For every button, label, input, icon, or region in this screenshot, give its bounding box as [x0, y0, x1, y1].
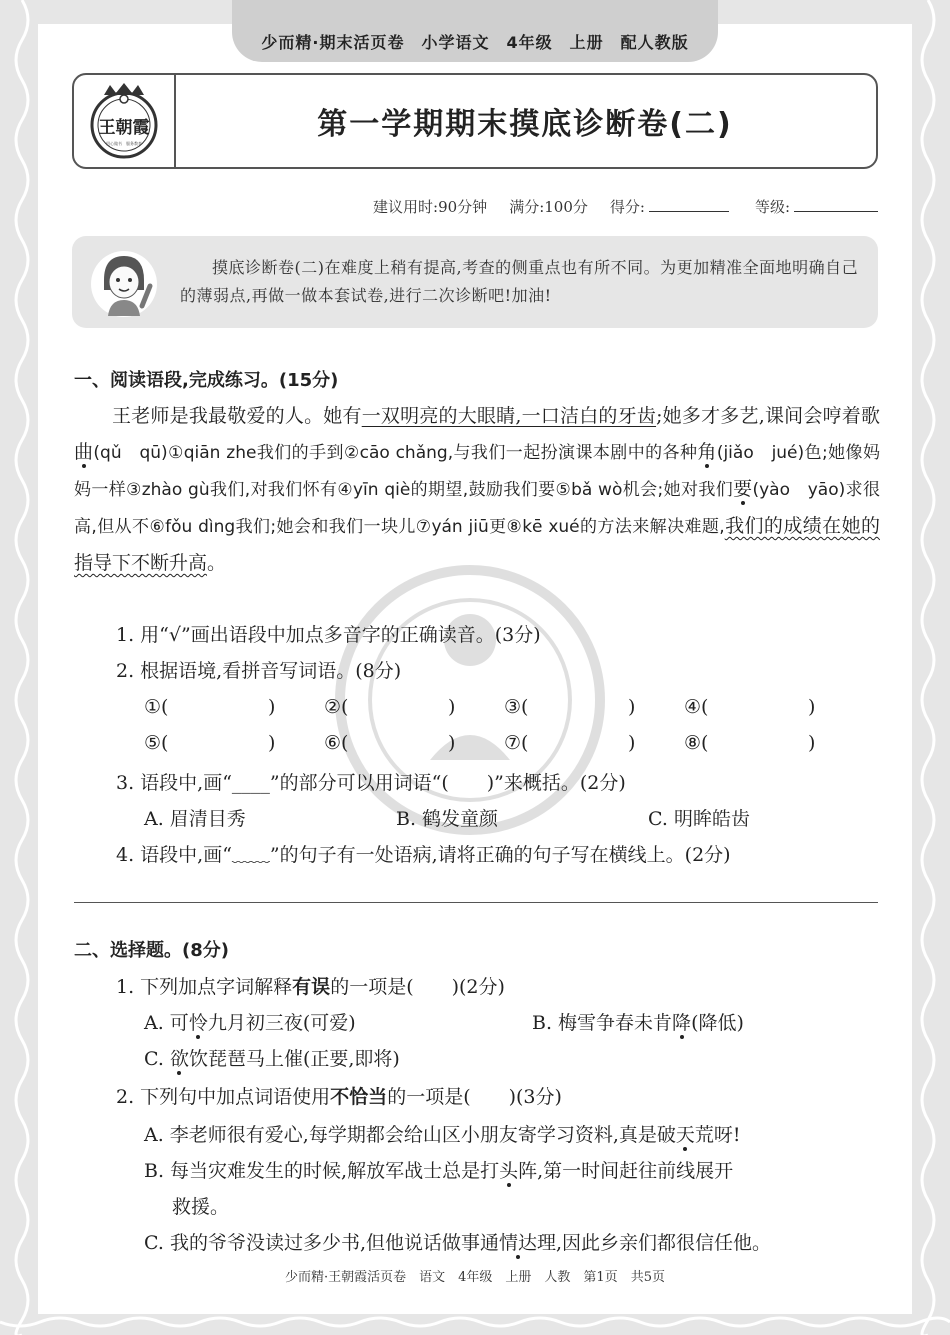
- logo-text: 王朝霞: [98, 118, 150, 138]
- option-text: ,第一时间赶往前线展开: [537, 1160, 734, 1182]
- answer-blank-5-close: ): [268, 732, 276, 754]
- option-text: B. 每当灾难发生的时候,解放军战士总是: [144, 1160, 481, 1182]
- question-2-2-option-c[interactable]: [144, 1228, 771, 1255]
- option-text: 呀!: [713, 1124, 741, 1146]
- question-2-1-option-c[interactable]: [144, 1044, 400, 1071]
- dotted-word: 降: [672, 1012, 692, 1034]
- answer-blank-7-close: ): [628, 732, 636, 754]
- score-label: 得分:: [609, 198, 645, 216]
- dotted-word: 破天荒: [656, 1124, 714, 1146]
- option-text: (降低): [691, 1012, 744, 1034]
- answer-blank-3-open[interactable]: ③(: [504, 696, 529, 718]
- dotted-word: 欲: [169, 1048, 189, 1070]
- passage-underlined-phrase: 一双明亮的大眼睛,一口洁白的牙齿: [361, 405, 657, 427]
- answer-blank-4-close: ): [808, 696, 816, 718]
- option-text: A. 可: [144, 1012, 189, 1034]
- question-2-2: [116, 1082, 562, 1109]
- answer-blank-8-close: ): [808, 732, 816, 754]
- question-2-2-option-b[interactable]: [144, 1156, 733, 1183]
- answer-blank-2-open[interactable]: ②(: [324, 696, 349, 718]
- answer-blank-1-close: ): [268, 696, 276, 718]
- question-1-4: 4. 语段中,画“﹏﹏”的句子有一处语病,请将正确的句子写在横线上。(2分): [116, 844, 731, 866]
- page-footer: 少而精·王朝霞活页卷 语文 4年级 上册 人教 第1页 共5页: [285, 1270, 665, 1285]
- passage-text: (qǔ qū)①qiān zhe我们的手到②cāo chǎng,与我们一起扮演课本剧中的各种: [93, 443, 698, 463]
- option-text: ,因此乡亲们都很信任他。: [556, 1232, 772, 1254]
- full-score: 满分:100分: [509, 198, 588, 216]
- section-1-title: 一、阅读语段,完成练习。(15分): [74, 370, 339, 391]
- answer-blank-1-open[interactable]: ①(: [144, 696, 169, 718]
- option-text: C.: [144, 1048, 170, 1070]
- dotted-polyphone: 曲: [74, 441, 94, 463]
- passage-text: 王老师是我最敬爱的人。她有: [112, 405, 362, 427]
- question-1-1: 1. 用“√”画出语段中加点多音字的正确读音。(3分): [116, 624, 541, 646]
- section-divider: [74, 902, 878, 903]
- question-text: 的一项是( )(3分): [387, 1086, 562, 1108]
- question-text: 的一项是( )(2分): [330, 976, 505, 998]
- dotted-polyphone: 角: [697, 441, 717, 463]
- question-2-1-option-b[interactable]: [532, 1008, 744, 1035]
- passage-text: (jiǎo jué)色;她像妈妈一样③zhào gù我们,对我们怀有④yīn qiè的期望,鼓励我们要⑤bǎ wò机会;她对我们: [74, 443, 880, 500]
- grade-label: 等级:: [754, 198, 790, 216]
- tip-text: 摸底诊断卷(二)在难度上稍有提高,考查的侧重点也有所不同。为更加精准全面地明确自己的薄弱点,再做一做本套试卷,进行二次诊断吧!加油!: [180, 258, 859, 305]
- dotted-polyphone: 要: [733, 478, 753, 500]
- answer-blank-6-close: ): [448, 732, 456, 754]
- dotted-word: 怜: [188, 1012, 208, 1034]
- score-blank[interactable]: [649, 197, 729, 212]
- question-2-2-option-b-cont: 救援。: [172, 1196, 230, 1218]
- option-text: 九月初三夜(可爱): [207, 1012, 356, 1034]
- logo-tagline: 用心做书 服务教育: [106, 141, 142, 146]
- girl-avatar-icon: [90, 246, 160, 318]
- section-2-title: 二、选择题。(8分): [74, 940, 229, 961]
- answer-blank-7-open[interactable]: ⑦(: [504, 732, 529, 754]
- exam-title: 第一学期期末摸底诊断卷(二): [317, 107, 733, 142]
- question-1-3-option-b[interactable]: B. 鹤发童颜: [396, 808, 499, 830]
- passage-wavy-sentence: 我们的成绩在她的指导下不断升高: [74, 515, 880, 574]
- question-2-1: [116, 972, 505, 999]
- question-text: 2. 下列句中加点词语使用: [116, 1086, 331, 1108]
- passage-text: 。: [207, 552, 227, 574]
- answer-blank-3-close: ): [628, 696, 636, 718]
- passage-text: ;她多才多艺,课间会哼着歌: [656, 405, 880, 427]
- dotted-word: 通情达理: [479, 1232, 556, 1254]
- question-2-1-option-a[interactable]: [144, 1008, 356, 1035]
- grade-blank[interactable]: [794, 197, 878, 212]
- passage-text: (yào yāo)求很高,但从不⑥fǒu dìng我们;她会和我们一块儿⑦yán jiū更⑧kē xué的方法来解决难题,: [74, 480, 880, 537]
- option-text: B. 梅雪争春未肯: [532, 1012, 673, 1034]
- reading-passage: [74, 398, 880, 581]
- question-1-3-option-a[interactable]: A. 眉清目秀: [144, 808, 246, 830]
- question-1-2: 2. 根据语境,看拼音写词语。(8分): [116, 660, 402, 682]
- logo-badge-icon: [82, 81, 166, 161]
- answer-blank-8-open[interactable]: ⑧(: [684, 732, 709, 754]
- series-label: 少而精·期末活页卷 小学语文 4年级 上册 配人教版: [261, 33, 689, 52]
- dotted-word: 打头阵: [480, 1160, 538, 1182]
- question-1-3: 3. 语段中,画“____”的部分可以用词语“( )”来概括。(2分): [116, 772, 626, 794]
- logo: [74, 75, 176, 167]
- time-suggestion: 建议用时:90分钟: [373, 198, 488, 216]
- exam-meta: [373, 196, 878, 217]
- answer-blank-4-open[interactable]: ④(: [684, 696, 709, 718]
- option-text: 饮琵琶马上催(正要,即将): [188, 1048, 400, 1070]
- question-emphasis: 有误: [292, 976, 331, 998]
- question-1-3-option-c[interactable]: C. 明眸皓齿: [648, 808, 750, 830]
- question-text: 1. 下列加点字词解释: [116, 976, 293, 998]
- answer-blank-5-open[interactable]: ⑤(: [144, 732, 169, 754]
- option-text: C. 我的爷爷没读过多少书,但他说话做事: [144, 1232, 480, 1254]
- answer-blank-2-close: ): [448, 696, 456, 718]
- answer-blank-6-open[interactable]: ⑥(: [324, 732, 349, 754]
- exam-header: [72, 73, 878, 169]
- tip-box: [72, 236, 878, 328]
- question-emphasis: 不恰当: [330, 1086, 388, 1108]
- option-text: A. 李老师很有爱心,每学期都会给山区小朋友寄学习资料,真是: [144, 1124, 657, 1146]
- question-2-2-option-a[interactable]: [144, 1120, 741, 1147]
- watermark-seal-icon: [330, 560, 610, 840]
